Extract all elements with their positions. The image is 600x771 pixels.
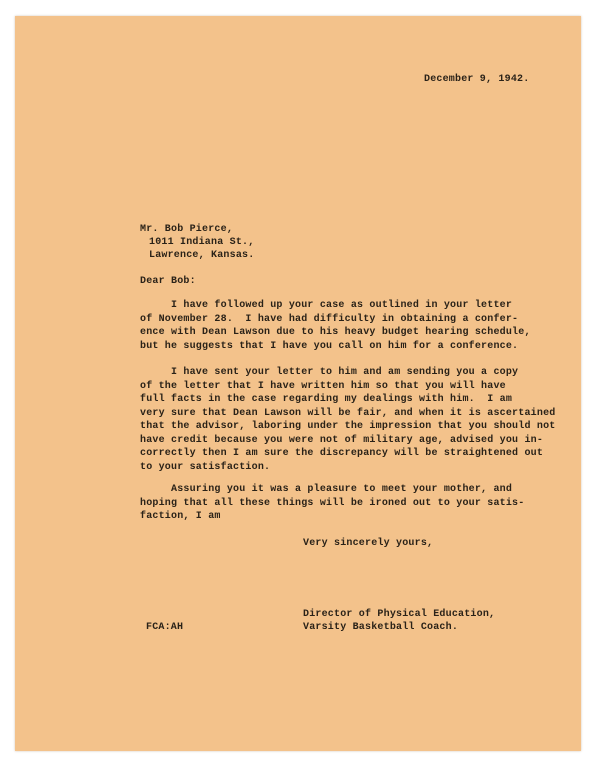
paragraph-line: have credit because you were not of military age, advised you in-: [140, 434, 544, 446]
recipient-street: 1011 Indiana St.,: [149, 237, 255, 248]
signature-title-2: Varsity Basketball Coach.: [303, 622, 459, 633]
paragraph-line: of November 28. I have had difficulty in obtaining a confer-: [140, 313, 519, 325]
paragraph-line: of the letter that I have written him so that you will have: [140, 380, 506, 392]
letter-date: December 9, 1942.: [424, 74, 530, 85]
paragraph-line: but he suggests that I have you call on him for a conference.: [140, 340, 519, 352]
recipient-name: Mr. Bob Pierce,: [140, 224, 234, 235]
signature-title-1: Director of Physical Education,: [303, 609, 496, 620]
typist-initials: FCA:AH: [146, 622, 184, 633]
paragraph-line: hoping that all these things will be ironed out to your satis-: [140, 497, 525, 509]
body-paragraph-1: [140, 299, 531, 353]
paragraph-line: ence with Dean Lawson due to his heavy budget hearing schedule,: [140, 327, 531, 338]
salutation: Dear Bob:: [140, 276, 196, 287]
paragraph-line: Assuring you it was a pleasure to meet your mother, and: [140, 484, 513, 495]
paragraph-line: faction, I am: [140, 511, 221, 522]
closing: Very sincerely yours,: [303, 538, 434, 549]
paragraph-line: to your satisfaction.: [140, 461, 271, 473]
body-paragraph-3: [140, 483, 524, 524]
body-paragraph-2: [140, 366, 555, 474]
letter-page: [15, 16, 581, 751]
paragraph-line: that the advisor, laboring under the impression that you should not: [140, 421, 556, 432]
paragraph-line: very sure that Dean Lawson will be fair, and when it is ascertained: [140, 407, 556, 419]
paragraph-line: I have followed up your case as outlined in your letter: [140, 300, 513, 311]
recipient-city: Lawrence, Kansas.: [149, 250, 255, 261]
paragraph-line: I have sent your letter to him and am sending you a copy: [140, 367, 519, 378]
paragraph-line: correctly then I am sure the discrepancy will be straightened out: [140, 448, 544, 459]
paragraph-line: full facts in the case regarding my dealings with him. I am: [140, 394, 513, 405]
